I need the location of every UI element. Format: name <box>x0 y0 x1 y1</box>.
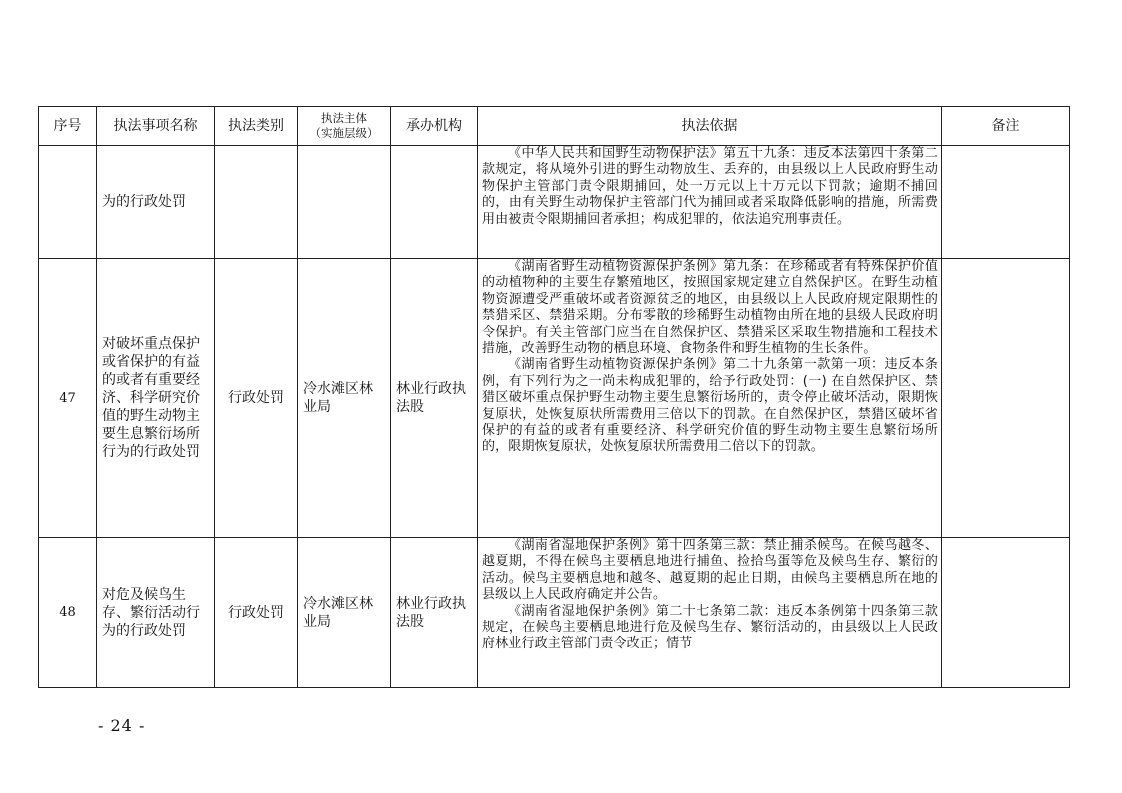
basis-paragraph: 《湖南省湿地保护条例》第十四条第三款：禁止捕杀候鸟。在候鸟越冬、越夏期，不得在候鸟主要栖息地进行捕鱼、捡拾鸟蛋等危及候鸟生存、繁衍的活动。候鸟主要栖息地和越冬、越夏期的起止日期，由候鸟主要栖息所在地的县级以上人民政府确定并公告。 <box>482 538 938 603</box>
row-subject <box>298 259 391 538</box>
row-category <box>215 146 298 259</box>
header-row <box>39 107 1070 146</box>
header-subject-line2: （实施层级） <box>309 126 379 140</box>
row-agency <box>391 146 478 259</box>
row-basis <box>478 538 942 688</box>
table-row <box>39 538 1070 688</box>
header-item-name: 执法事项名称 <box>97 107 215 146</box>
header-basis: 执法依据 <box>478 107 942 146</box>
table-row <box>39 259 1070 538</box>
enforcement-table <box>38 106 1070 688</box>
row-remarks <box>942 146 1070 259</box>
table-row <box>39 146 1070 259</box>
basis-paragraph: 《中华人民共和国野生动物保护法》第五十九条：违反本法第四十条第二款规定，将从境外引进的野生动物放生、丢弃的，由县级以上人民政府野生动物保护主管部门责令限期捕回，处一万元以上十万元以下罚款；逾期不捕回的，由有关野生动物保护主管部门代为捕回或者采取降低影响的措施，所需费用由被责令限期捕回者承担；构成犯罪的，依法追究刑事责任。 <box>482 146 938 227</box>
row-subject <box>298 538 391 688</box>
row-category <box>215 538 298 688</box>
row-item-name <box>97 538 215 688</box>
row-agency <box>391 259 478 538</box>
basis-paragraph: 《湖南省湿地保护条例》第二十七条第二款：违反本条例第十四条第三款规定，在候鸟主要栖息地进行危及候鸟生存、繁衍活动的，由县级以上人民政府林业行政主管部门责令改正；情节 <box>482 603 938 652</box>
header-remarks: 备注 <box>942 107 1070 146</box>
row-item-name-text: 对危及候鸟生存、繁衍活动行为的行政处罚 <box>102 586 200 639</box>
row-agency <box>391 538 478 688</box>
header-subject-line1: 执法主体 <box>321 111 367 125</box>
row-agency-text: 林业行政执法股 <box>396 595 466 630</box>
row-item-name-text: 对破坏重点保护或省保护的有益的或者有重要经济、科学研究价值的野生动物主要生息繁衍场所行为的行政处罚 <box>102 336 200 460</box>
row-item-name <box>97 146 215 259</box>
row-basis <box>478 146 942 259</box>
row-item-name-text: 为的行政处罚 <box>102 194 186 210</box>
row-seq: 48 <box>39 538 97 688</box>
basis-paragraph: 《湖南省野生动植物资源保护条例》第九条：在珍稀或者有特殊保护价值的动植物种的主要生存繁殖地区，按照国家规定建立自然保护区。在野生动植物资源遭受严重破坏或者资源贫乏的地区，由县级以上人民政府规定限期性的禁猎采区、禁猎采期。分布零散的珍稀野生动植物由所在地的县级人民政府明令保护。有关主管部门应当在自然保护区、禁猎采区采取生物措施和工程技术措施，改善野生动物的栖息环境、食物条件和野生植物的生长条件。 <box>482 259 938 357</box>
row-seq <box>39 146 97 259</box>
row-category-text: 行政处罚 <box>228 604 284 621</box>
basis-paragraph: 《湖南省野生动植物资源保护条例》第二十九条第一款第一项：违反本条例，有下列行为之一尚未构成犯罪的，给予行政处罚：(一) 在自然保护区、禁猎区破坏重点保护野生动物主要生息繁衍场所的，责令停止破坏活动，限期恢复原状，处恢复原状所需费用三倍以下的罚款。在自然保护区，禁猎区破坏省保护的有益的或者有重要经济、科学研究价值的野生动物主要生息繁衍场所的，限期恢复原状，处恢复原状所需费用二倍以下的罚款。 <box>482 357 938 455</box>
row-subject <box>298 146 391 259</box>
row-remarks <box>942 259 1070 538</box>
header-agency: 承办机构 <box>391 107 478 146</box>
row-basis <box>478 259 942 538</box>
row-subject-text: 冷水滩区林业局 <box>303 381 373 415</box>
row-category <box>215 259 298 538</box>
row-agency-text: 林业行政执法股 <box>396 381 466 415</box>
header-seq: 序号 <box>39 107 97 146</box>
header-category: 执法类别 <box>215 107 298 146</box>
row-subject-text: 冷水滩区林业局 <box>303 595 373 630</box>
row-remarks <box>942 538 1070 688</box>
page-number: - 24 - <box>98 716 146 735</box>
row-seq: 47 <box>39 259 97 538</box>
row-category-text: 行政处罚 <box>228 390 284 406</box>
row-item-name <box>97 259 215 538</box>
header-subject <box>298 107 391 146</box>
